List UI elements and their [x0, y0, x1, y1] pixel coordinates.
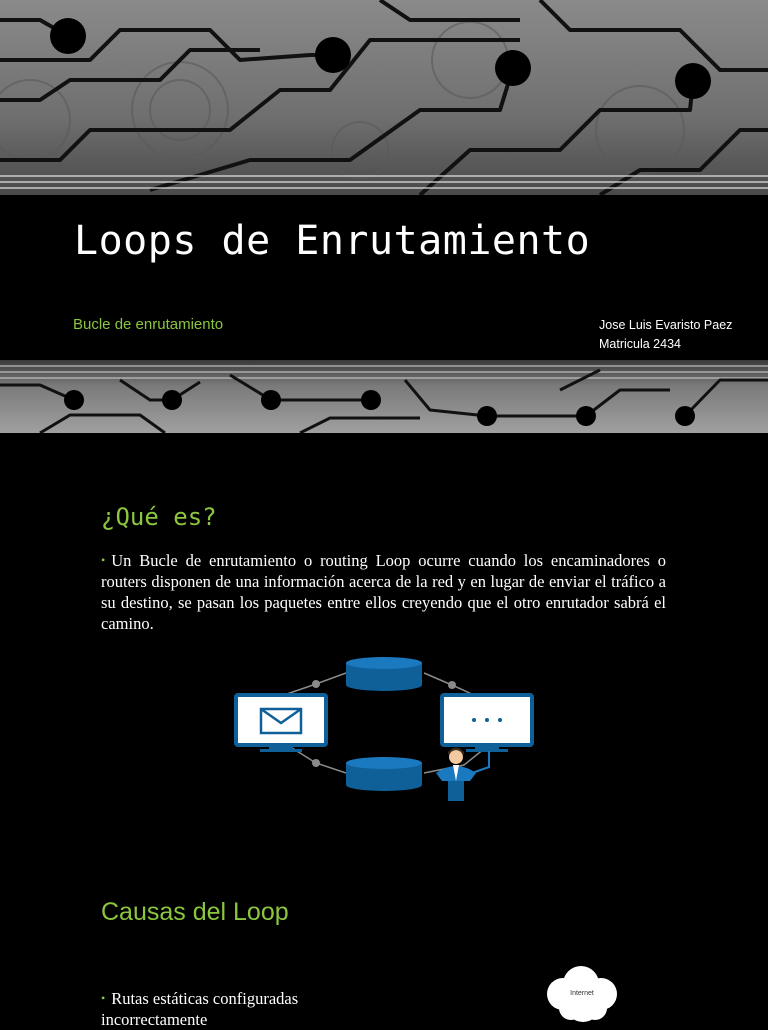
monitor-chat-icon	[442, 695, 532, 752]
author-block	[599, 316, 732, 354]
circuit-pattern-bottom	[0, 360, 768, 433]
author-name: Jose Luis Evaristo Paez	[599, 318, 733, 332]
routing-loop-diagram	[234, 655, 534, 805]
author-id: Matricula 2434	[599, 337, 681, 351]
monitor-mail-icon	[236, 695, 326, 752]
definition-paragraph	[101, 550, 666, 634]
internet-cloud-icon	[543, 964, 623, 1024]
bullet-icon: •	[101, 991, 106, 1005]
definition-text: Un Bucle de enrutamiento o routing Loop ocurre cuando los encaminadores o routers disponen de una información acerca de la red y en lugar de enviar el tráfico a su destino, se pasan los paquetes entre ellos creyendo que el otro enrutador sabrá el camino.	[101, 551, 666, 633]
circuit-pattern-top	[0, 0, 768, 195]
slide-title: Loops de Enrutamiento	[74, 218, 591, 264]
section-heading-causas: Causas del Loop	[101, 898, 289, 926]
cloud-label: Internet	[570, 990, 594, 997]
database-icon	[346, 757, 422, 791]
circuit-board-banner-top	[0, 0, 768, 195]
title-slide	[0, 0, 768, 433]
circuit-board-banner-bottom	[0, 360, 768, 433]
person-icon	[436, 748, 476, 802]
slide-subtitle: Bucle de enrutamiento	[73, 316, 224, 333]
database-icon	[346, 657, 422, 691]
bullet-icon: •	[101, 553, 106, 567]
cause-text: Rutas estáticas configuradas incorrectamente	[101, 989, 299, 1029]
section-heading-que-es: ¿Qué es?	[101, 503, 217, 531]
